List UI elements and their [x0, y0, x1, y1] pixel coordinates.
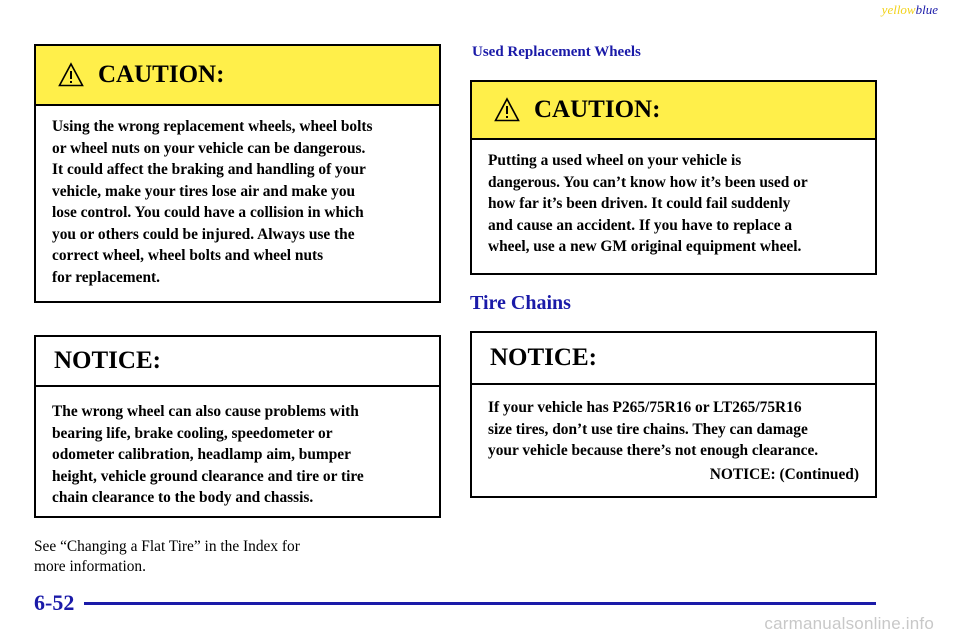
used-wheels-heading: Used Replacement Wheels [472, 44, 641, 60]
header-tag-blue: blue [915, 2, 938, 17]
warning-triangle-icon [494, 97, 520, 123]
caution-header [472, 82, 875, 140]
caution-line: and cause an accident. If you have to replace a [488, 216, 793, 234]
caution-line: correct wheel, wheel bolts and wheel nuts [52, 247, 324, 264]
notice-text [472, 385, 875, 485]
caution-text [36, 106, 439, 288]
caution-line: Putting a used wheel on your vehicle is [488, 152, 742, 169]
caution-header [36, 46, 439, 106]
notice-line: odometer calibration, headlamp aim, bumper [52, 446, 351, 463]
caution-line: lose control. You could have a collision in which [52, 204, 364, 221]
header-tag [882, 2, 938, 18]
watermark: carmanualsonline.info [764, 614, 934, 633]
paragraph-line: See “Changing a Flat Tire” in the Index for [34, 538, 300, 555]
notice-title: NOTICE: [490, 344, 597, 371]
caution-line: Using the wrong replacement wheels, wheel bolts [52, 118, 373, 135]
caution-line: vehicle, make your tires lose air and make you [52, 182, 356, 200]
caution-line: how far it’s been driven. It could fail suddenly [488, 195, 791, 212]
notice-line: your vehicle because there’s not enough clearance. [488, 442, 819, 459]
see-more-paragraph [34, 537, 394, 577]
notice-line: height, vehicle ground clearance and tire or tire [52, 467, 364, 485]
warning-triangle-icon [58, 62, 84, 88]
caution-line: for replacement. [52, 268, 160, 286]
notice-line: chain clearance to the body and chassis. [52, 489, 314, 506]
caution-line: or wheel nuts on your vehicle can be dangerous. [52, 139, 366, 157]
caution-box-used-wheel [470, 80, 877, 275]
page-number: 6-52 [34, 590, 75, 615]
notice-text [36, 387, 439, 509]
notice-continued-label: NOTICE: (Continued) [709, 465, 859, 483]
caution-title: CAUTION: [534, 96, 661, 123]
notice-line: The wrong wheel can also cause problems with [52, 403, 359, 420]
notice-header [472, 333, 875, 385]
caution-title: CAUTION: [98, 61, 225, 88]
notice-header [36, 337, 439, 387]
caution-line: It could affect the braking and handling of your [52, 161, 366, 178]
notice-line: size tires, don’t use tire chains. They can damage [488, 420, 808, 438]
caution-line: you or others could be injured. Always use the [52, 225, 355, 243]
footer-rule [84, 602, 876, 605]
caution-line: wheel, use a new GM original equipment wheel. [488, 238, 802, 255]
caution-text [472, 140, 875, 258]
notice-box-tire-chains [470, 331, 877, 498]
notice-title: NOTICE: [54, 347, 161, 374]
header-tag-yellow: yellow [881, 2, 916, 17]
paragraph-line: more information. [34, 558, 146, 575]
notice-box-wrong-wheel [34, 335, 441, 518]
notice-line: If your vehicle has P265/75R16 or LT265/75R16 [488, 399, 802, 416]
caution-box-wrong-wheels [34, 44, 441, 303]
tire-chains-heading: Tire Chains [470, 292, 571, 314]
notice-line: bearing life, brake cooling, speedometer or [52, 424, 333, 442]
caution-line: dangerous. You can’t know how it’s been used or [488, 173, 808, 191]
